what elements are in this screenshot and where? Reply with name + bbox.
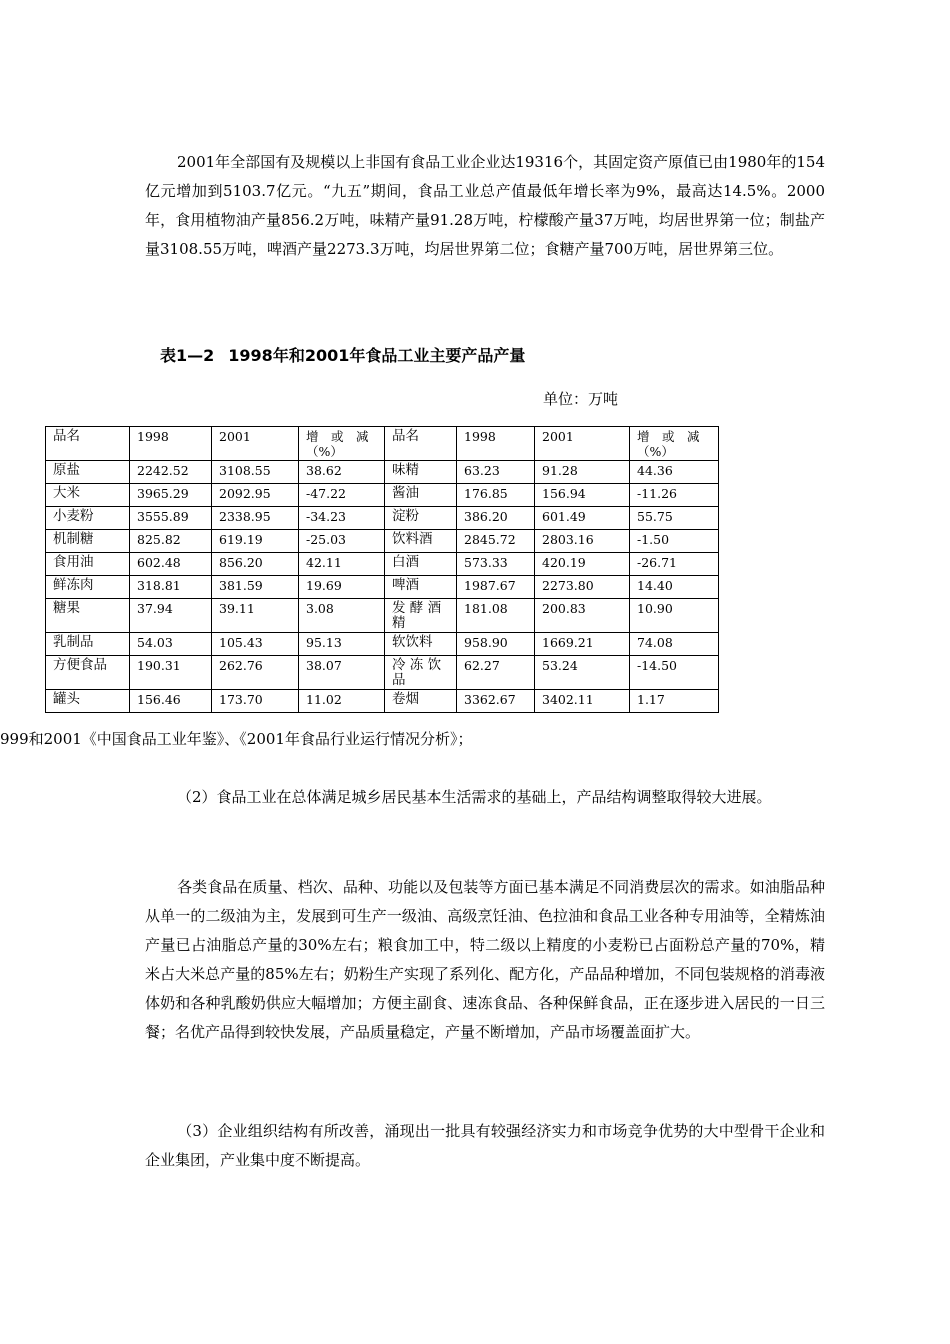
table-cell: 181.08: [457, 599, 535, 633]
table-cell: 856.20: [212, 553, 299, 576]
table-cell: 262.76: [212, 656, 299, 690]
table-cell: 958.90: [457, 633, 535, 656]
table-header-row: [46, 427, 719, 461]
table-cell: 2803.16: [535, 530, 630, 553]
table-header-cell: 品名: [385, 427, 457, 461]
table-cell: 602.48: [130, 553, 212, 576]
table-source-note: 999和2001《中国食品工业年鉴》、《2001年食品行业运行情况分析》；: [0, 730, 473, 748]
table-cell: 11.02: [299, 690, 385, 713]
table-cell: 74.08: [630, 633, 719, 656]
table-cell: 2242.52: [130, 461, 212, 484]
table-cell: 乳制品: [46, 633, 130, 656]
table-row: [46, 507, 719, 530]
table-body: [46, 461, 719, 713]
table-row: [46, 656, 719, 690]
table-header-cell: 2001: [212, 427, 299, 461]
table-cell: 2845.72: [457, 530, 535, 553]
table-cell: 14.40: [630, 576, 719, 599]
table-cell: 机制糖: [46, 530, 130, 553]
table-cell: -34.23: [299, 507, 385, 530]
table-cell: 2092.95: [212, 484, 299, 507]
table-cell: 53.24: [535, 656, 630, 690]
table-cell: 381.59: [212, 576, 299, 599]
table-cell: 573.33: [457, 553, 535, 576]
table-cell: 44.36: [630, 461, 719, 484]
table-cell: 619.19: [212, 530, 299, 553]
table-caption: [160, 343, 525, 366]
table-cell: -26.71: [630, 553, 719, 576]
paragraph-industry-overview: 2001年全部国有及规模以上非国有食品工业企业达19316个，其固定资产原值已由1980年的154亿元增加到5103.7亿元。“九五”期间，食品工业总产值最低年增长率为9%，最高达14.5%。2000年，食用植物油产量856.2万吨，味精产量91.28万吨，柠檬酸产量37万吨，均居世界第一位；制盐产量3108.55万吨，啤酒产量2273.3万吨，均居世界第二位；食糖产量700万吨，居世界第三位。: [145, 153, 825, 258]
table-header-cell: 1998: [130, 427, 212, 461]
table-cell: 62.27: [457, 656, 535, 690]
table-row: [46, 690, 719, 713]
table-row: [46, 484, 719, 507]
table-cell: 39.11: [212, 599, 299, 633]
table-unit-label: 单位：万吨: [543, 390, 619, 408]
table-cell: 601.49: [535, 507, 630, 530]
table-row: [46, 461, 719, 484]
paragraph-product-structure: （2）食品工业在总体满足城乡居民基本生活需求的基础上，产品结构调整取得较大进展。: [177, 788, 772, 806]
table-cell: 95.13: [299, 633, 385, 656]
table-cell: 味精: [385, 461, 457, 484]
table-cell: 罐头: [46, 690, 130, 713]
table-cell: 软饮料: [385, 633, 457, 656]
table-header-cell: 品名: [46, 427, 130, 461]
paragraph-product-variety: 各类食品在质量、档次、品种、功能以及包装等方面已基本满足不同消费层次的需求。如油脂品种从单一的二级油为主，发展到可生产一级油、高级烹饪油、色拉油和食品工业各种专用油等，全精炼油产量已占油脂总产量的30%左右；粮食加工中，特二级以上精度的小麦粉已占面粉总产量的70%，精米占大米总产量的85%左右；奶粉生产实现了系列化、配方化，产品品种增加，不同包装规格的消毒液体奶和各种乳酸奶供应大幅增加；方便主副食、速冻食品、各种保鲜食品，正在逐步进入居民的一日三餐；名优产品得到较快发展，产品质量稳定，产量不断增加，产品市场覆盖面扩大。: [145, 878, 825, 1041]
table-cell: 酱油: [385, 484, 457, 507]
paragraph-enterprise-structure: （3）企业组织结构有所改善，涌现出一批具有较强经济实力和市场竞争优势的大中型骨干企业和企业集团，产业集中度不断提高。: [145, 1122, 825, 1169]
table-header: [46, 427, 719, 461]
table-header-cell: 增 或 减（%）: [630, 427, 719, 461]
table-cell: 91.28: [535, 461, 630, 484]
table-cell: 38.07: [299, 656, 385, 690]
table-row: [46, 633, 719, 656]
table-header-cell: 2001: [535, 427, 630, 461]
product-output-table: [45, 426, 719, 713]
table-caption-title: 1998年和2001年食品工业主要产品产量: [228, 346, 526, 365]
table-cell: 10.90: [630, 599, 719, 633]
table-cell: 2273.80: [535, 576, 630, 599]
table-row: [46, 599, 719, 633]
table-cell: 1669.21: [535, 633, 630, 656]
table-cell: 190.31: [130, 656, 212, 690]
table-cell: 318.81: [130, 576, 212, 599]
table-cell: 420.19: [535, 553, 630, 576]
table-cell: -47.22: [299, 484, 385, 507]
table-cell: 200.83: [535, 599, 630, 633]
table-cell: 冷 冻 饮 品: [385, 656, 457, 690]
table-row: [46, 576, 719, 599]
table-cell: 3.08: [299, 599, 385, 633]
table-cell: -1.50: [630, 530, 719, 553]
table-cell: 原盐: [46, 461, 130, 484]
table-cell: 小麦粉: [46, 507, 130, 530]
table-cell: 3108.55: [212, 461, 299, 484]
table-cell: 173.70: [212, 690, 299, 713]
table-cell: 1987.67: [457, 576, 535, 599]
table-row: [46, 553, 719, 576]
table-cell: 156.94: [535, 484, 630, 507]
table-cell: 55.75: [630, 507, 719, 530]
table-cell: 淀粉: [385, 507, 457, 530]
table-cell: 19.69: [299, 576, 385, 599]
table-cell: 3555.89: [130, 507, 212, 530]
table-cell: 2338.95: [212, 507, 299, 530]
table-cell: -14.50: [630, 656, 719, 690]
table-header-cell: 增 或 减（%）: [299, 427, 385, 461]
table-cell: 发 酵 酒 精: [385, 599, 457, 633]
table-cell: 63.23: [457, 461, 535, 484]
table-row: [46, 530, 719, 553]
table-cell: 白酒: [385, 553, 457, 576]
table-cell: 38.62: [299, 461, 385, 484]
table-cell: 3965.29: [130, 484, 212, 507]
table-cell: 卷烟: [385, 690, 457, 713]
table-cell: 糖果: [46, 599, 130, 633]
table-cell: 饮料酒: [385, 530, 457, 553]
table-cell: 3402.11: [535, 690, 630, 713]
table-cell: 37.94: [130, 599, 212, 633]
table-cell: 386.20: [457, 507, 535, 530]
table-cell: 54.03: [130, 633, 212, 656]
table-cell: 156.46: [130, 690, 212, 713]
table-cell: 825.82: [130, 530, 212, 553]
table-cell: 105.43: [212, 633, 299, 656]
table-cell: 方便食品: [46, 656, 130, 690]
table-cell: 42.11: [299, 553, 385, 576]
table-cell: 食用油: [46, 553, 130, 576]
table-cell: -25.03: [299, 530, 385, 553]
table-header-cell: 1998: [457, 427, 535, 461]
table-cell: 3362.67: [457, 690, 535, 713]
table-cell: 鲜冻肉: [46, 576, 130, 599]
table-cell: -11.26: [630, 484, 719, 507]
table-cell: 大米: [46, 484, 130, 507]
table-cell: 176.85: [457, 484, 535, 507]
table-cell: 1.17: [630, 690, 719, 713]
table-cell: 啤酒: [385, 576, 457, 599]
table-caption-number: 表1—2: [160, 346, 215, 365]
